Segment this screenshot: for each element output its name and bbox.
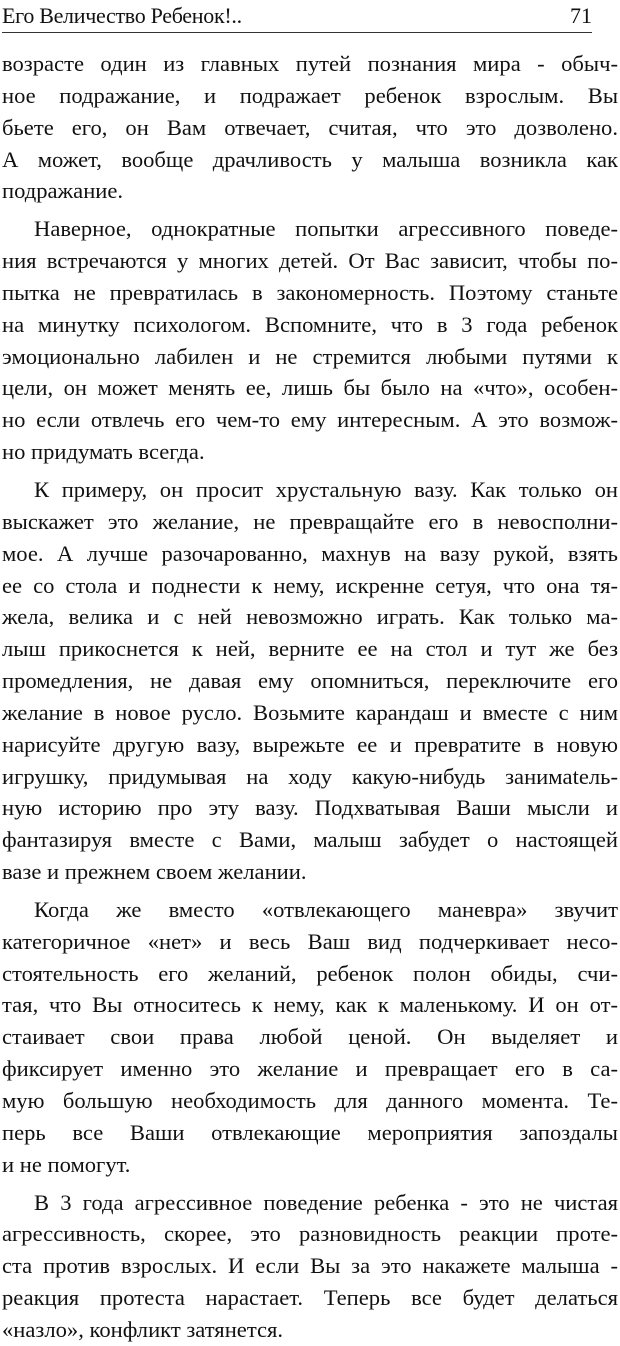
page-number: 71 [570,3,592,28]
text-line: но если отвлечь его чем-то ему интересным. А это возмож- [2,407,618,433]
paragraph-4 [2,894,618,1181]
text-line: но придумать всегда. [2,439,205,465]
text-line: вазе и прежнем своем желании. [2,859,307,885]
text-line: пытка не превратилась в закономерность. Поэтому станьте [2,279,618,305]
text-line: лыш прикоснется к ней, верните ее на стол и тут же без [2,636,618,662]
text-line: желание в новое русло. Возьмите карандаш и вместе с ним [2,699,618,725]
text-line: жела, велика и с ней невозможно играть. Как только ма- [2,604,618,630]
text-line: бьете его, он Вам отвечает, считая, что это дозволено. [2,114,618,140]
paragraph-3 [2,474,618,888]
text-line: ную историю про эту вазу. Подхватывая Ваши мысли и [2,795,618,821]
text-line: фантазируя вместе с Вами, малыш забудет о настоящей [2,827,618,853]
text-line: агрессивность, скорее, это разновидность реакции проте- [2,1221,618,1247]
text-line: стоятельность его желаний, ребенок полон обиды, счи- [2,960,618,986]
text-line: подражание. [2,178,124,204]
text-line: фиксирует именно это желание и превращает его в са- [2,1056,618,1082]
text-line: «назло», конфликт затянется. [2,1316,284,1342]
text-line: мую большую необходимость для данного момента. Те- [2,1088,618,1113]
text-line: В 3 года агрессивное поведение ребенка - это не чистая [34,1189,618,1215]
text-line: перь все Ваши отвлекающие мероприятия запоздалы [2,1119,618,1145]
text-line: игрушку, придумывая на ходу какую-нибудь занимatель- [2,763,618,789]
text-line: нарисуйте другую вазу, вырежьте ее и превратите в новую [2,731,618,757]
text-line: ее со стола и поднести к нему, искренне сетуя, что она тя- [2,572,618,598]
text-line: выскажет это желание, не превращайте его в невосполни- [2,508,618,534]
text-line: реакция протеста нарастает. Теперь все будет делаться [2,1285,618,1311]
text-line: ния встречаются у многих детей. От Вас зависит, чтобы по- [2,248,618,274]
text-line: эмоционально лабилен и не стремится любыми путями к [2,343,618,369]
paragraph-1 [2,48,618,207]
text-line: А может, вообще драчливость у малыша возникла как [2,146,618,172]
book-title: Его Величество Ребенок!.. [2,3,242,28]
paragraph-5 [2,1187,618,1346]
text-line: Когда же вместо «отвлекающего маневра» звучит [34,896,618,922]
text-line: ное подражание, и подражает ребенок взрослым. Вы [2,82,618,108]
text-line: возрасте один из главных путей познания мира - обыч- [2,51,618,76]
text-line: К примеру, он просит хрустальную вазу. Как только он [34,476,618,502]
text-line: тая, что Вы относитесь к нему, как к маленькому. И он от- [2,992,618,1018]
text-line: промедления, не давая ему опомниться, переключите его [2,668,618,694]
text-line: цели, он может менять ее, лишь бы было на «что», особен- [2,375,618,401]
text-line: и не помогут. [2,1151,131,1177]
text-line: Наверное, однократные попытки агрессивного поведе- [34,216,618,242]
body-text [2,48,618,1346]
text-line: стаивает свои права любой ценой. Он выделяет и [2,1024,618,1050]
text-line: мое. А лучше разочарованно, махнув на вазу рукой, взять [2,540,618,566]
text-line: категоричное «нет» и весь Ваш вид подчеркивает несо- [2,928,618,954]
text-line: ста против взрослых. И если Вы за это накажете малыша - [2,1253,618,1279]
text-line: на минутку психологом. Вспомните, что в 3 года ребенок [2,311,618,337]
paragraph-2 [2,213,618,468]
running-header [2,2,592,33]
